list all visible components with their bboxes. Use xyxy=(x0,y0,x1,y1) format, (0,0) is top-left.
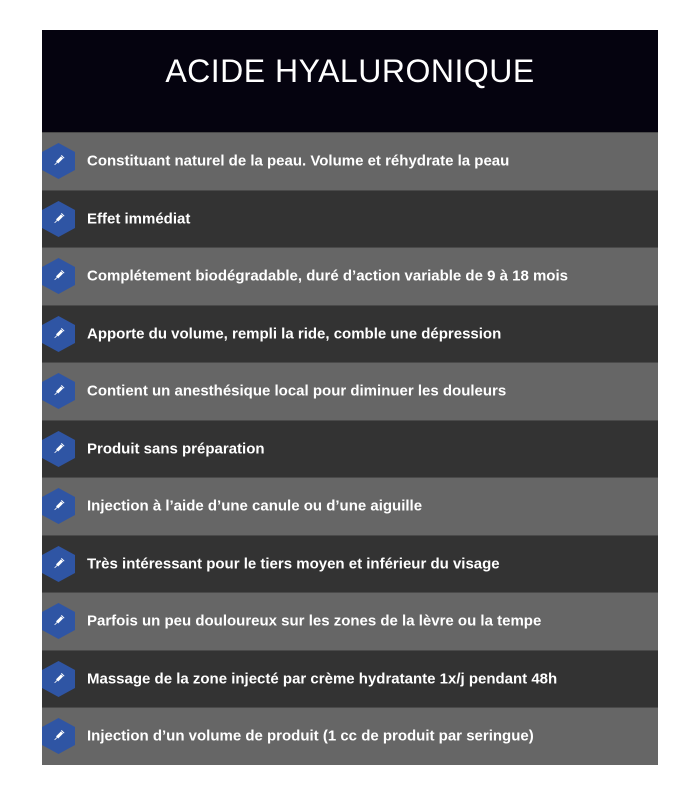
list-item-label: Parfois un peu douloureux sur les zones de la lèvre ou la tempe xyxy=(87,612,542,630)
list-item xyxy=(42,477,658,535)
list-item xyxy=(42,535,658,593)
list-item-label: Contient un anesthésique local pour diminuer les douleurs xyxy=(87,382,507,400)
syringe-icon xyxy=(42,661,75,697)
list-item-label: Massage de la zone injecté par crème hydratante 1x/j pendant 48h xyxy=(87,670,558,688)
list-item xyxy=(42,190,658,248)
syringe-icon xyxy=(42,603,75,639)
list-item xyxy=(42,650,658,708)
syringe-icon xyxy=(42,373,75,409)
syringe-icon xyxy=(42,546,75,582)
list-item-label: Injection à l’aide d’une canule ou d’une aiguille xyxy=(87,497,423,515)
list-item-label: Injection d’un volume de produit (1 cc de produit par seringue) xyxy=(87,727,534,745)
syringe-icon xyxy=(42,431,75,467)
list-item xyxy=(42,420,658,478)
list-item-label: Très intéressant pour le tiers moyen et inférieur du visage xyxy=(87,555,500,573)
header xyxy=(42,30,658,132)
list-item xyxy=(42,247,658,305)
page-title: ACIDE HYALURONIQUE xyxy=(165,52,535,89)
list-item xyxy=(42,707,658,765)
syringe-icon xyxy=(42,718,75,754)
syringe-icon xyxy=(42,143,75,179)
feature-list xyxy=(42,132,658,765)
list-item xyxy=(42,592,658,650)
syringe-icon xyxy=(42,258,75,294)
list-item-label: Complétement biodégradable, duré d’action variable de 9 à 18 mois xyxy=(87,267,568,285)
list-item xyxy=(42,305,658,363)
list-item xyxy=(42,362,658,420)
list-item-label: Constituant naturel de la peau. Volume et réhydrate la peau xyxy=(87,152,510,170)
list-item-label: Effet immédiat xyxy=(87,210,191,228)
syringe-icon xyxy=(42,316,75,352)
list-item-label: Apporte du volume, rempli la ride, comble une dépression xyxy=(87,325,502,343)
list-item xyxy=(42,132,658,190)
list-item-label: Produit sans préparation xyxy=(87,440,265,458)
info-card xyxy=(42,30,658,757)
syringe-icon xyxy=(42,201,75,237)
syringe-icon xyxy=(42,488,75,524)
